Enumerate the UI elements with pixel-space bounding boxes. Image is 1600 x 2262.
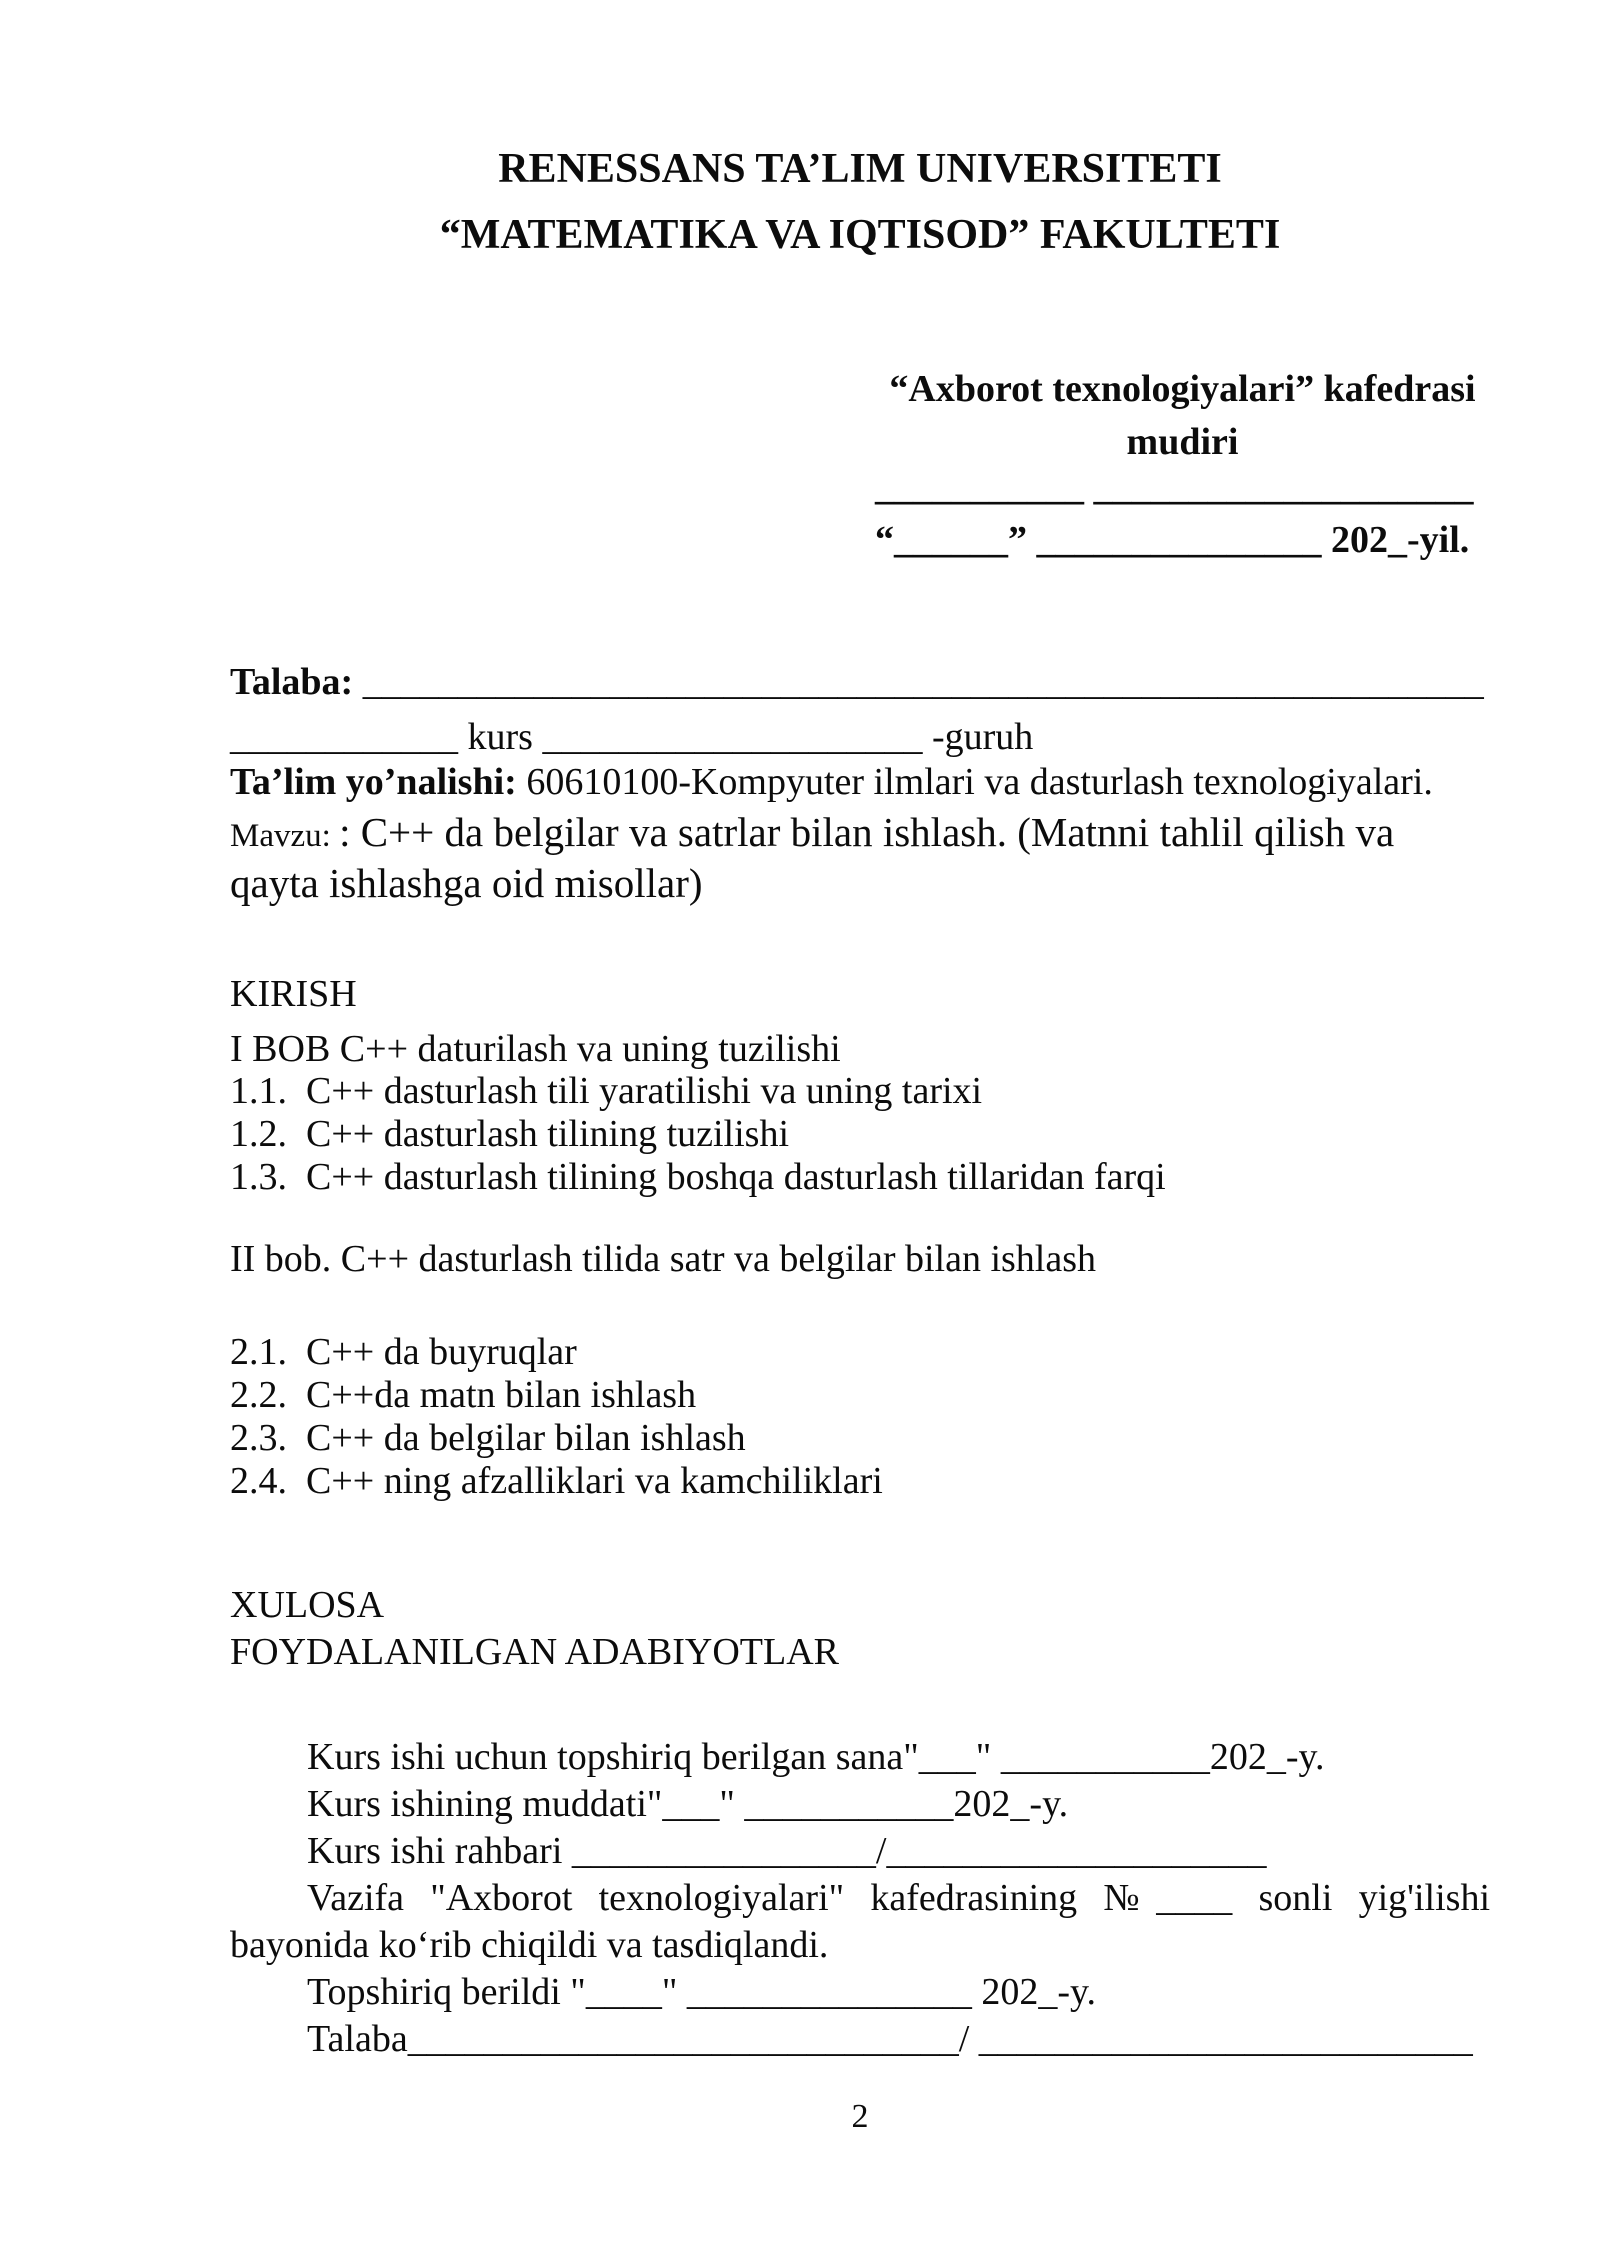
assignment-supervisor-line: Kurs ishi rahbari ________________/____________________	[307, 1830, 1267, 1872]
student-name-blank: ___________________________________________________________	[353, 661, 1484, 703]
course-group-line: ____________ kurs ____________________ -guruh	[230, 716, 1034, 758]
approval-head-line: mudiri	[1126, 421, 1239, 463]
assignment-student-sign-line: Talaba_____________________________/ __________________________	[307, 2018, 1473, 2060]
outline-chapter1: I BOB C++ daturilash va uning tuzilishi	[230, 1028, 841, 1070]
outline-item-2-4: 2.4. C++ ning afzalliklari va kamchiliklari	[230, 1460, 883, 1502]
assignment-task-line: Vazifa "Axborot texnologiyalari" kafedrasining №____ sonli yig'ilishi	[307, 1877, 1490, 1919]
outline-item-2-1: 2.1. C++ da buyruqlar	[230, 1331, 577, 1373]
faculty-title: “MATEMATIKA VA IQTISOD” FAKULTETI	[439, 212, 1281, 258]
assignment-given-line: Topshiriq berildi "____" _______________ 202_-y.	[307, 1971, 1097, 2013]
approval-signature-blanks: ___________ ____________________	[875, 466, 1474, 508]
outline-item-1-1: 1.1. C++ dasturlash tili yaratilishi va uning tarixi	[230, 1070, 983, 1112]
student-name-line	[230, 661, 1484, 704]
approval-date-line: “______” _______________ 202_-yil.	[875, 519, 1470, 561]
outline-intro: KIRISH	[230, 973, 357, 1015]
direction-value: 60610100-Kompyuter ilmlari va dasturlash texnologiyalari.	[516, 761, 1433, 803]
outline-conclusion: XULOSA	[230, 1584, 385, 1626]
assignment-issued-date-line: Kurs ishi uchun topshiriq berilgan sana"___" ___________202_-y.	[307, 1736, 1325, 1778]
approval-department-line: “Axborot texnologiyalari” kafedrasi	[889, 368, 1476, 410]
direction-label: Ta’lim yo’nalishi:	[230, 761, 517, 803]
topic-line-2: qayta ishlashga oid misollar)	[230, 860, 703, 906]
outline-item-1-3: 1.3. C++ dasturlash tilining boshqa dasturlash tillaridan farqi	[230, 1156, 1166, 1198]
topic-text-1: : C++ da belgilar va satrlar bilan ishlash. (Matnni tahlil qilish va	[339, 809, 1395, 855]
assignment-deadline-line: Kurs ishining muddati"___" ___________202_-y.	[307, 1783, 1069, 1825]
education-direction-line	[230, 761, 1433, 804]
outline-item-1-2: 1.2. C++ dasturlash tilining tuzilishi	[230, 1113, 790, 1155]
outline-references: FOYDALANILGAN ADABIYOTLAR	[230, 1631, 840, 1673]
student-name-label: Talaba:	[230, 661, 354, 703]
topic-label: Mavzu:	[230, 818, 340, 854]
assignment-task-line-2: bayonida ko‘rib chiqildi va tasdiqlandi.	[230, 1924, 829, 1966]
outline-chapter2: II bob. C++ dasturlash tilida satr va belgilar bilan ishlash	[230, 1238, 1097, 1280]
outline-item-2-3: 2.3. C++ da belgilar bilan ishlash	[230, 1417, 746, 1459]
topic-line-1	[230, 810, 1394, 856]
university-title: RENESSANS TA’LIM UNIVERSITETI	[498, 146, 1222, 192]
page-number: 2	[851, 2098, 869, 2135]
outline-item-2-2: 2.2. C++da matn bilan ishlash	[230, 1374, 697, 1416]
